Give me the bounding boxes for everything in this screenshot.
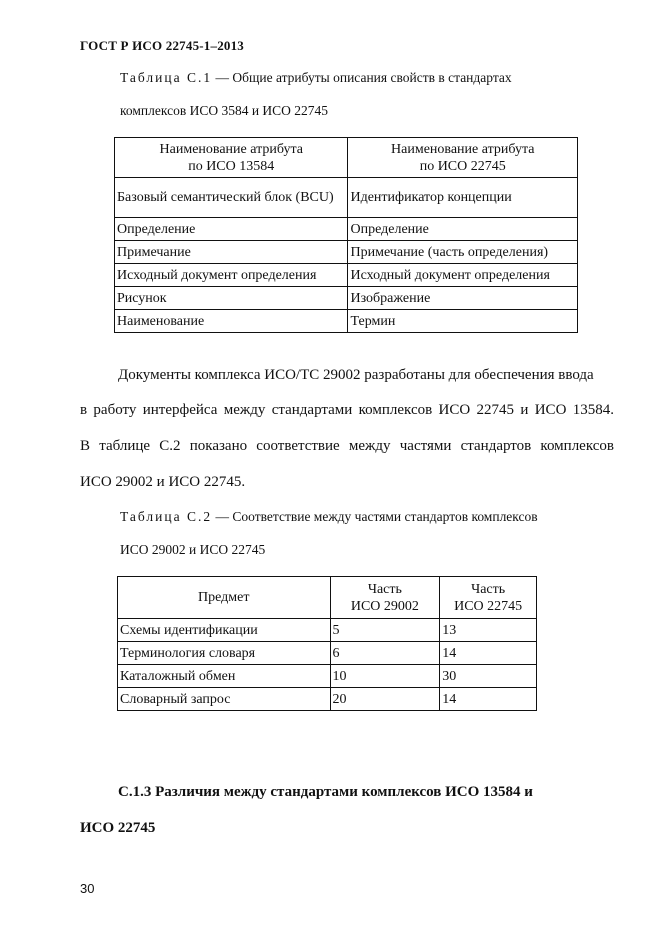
table-cell: 10 xyxy=(330,665,440,688)
table1-caption-line2: комплексов ИСО 3584 и ИСО 22745 xyxy=(120,103,329,118)
table-cell: 14 xyxy=(440,688,537,711)
table-cell: Наименование xyxy=(115,310,348,333)
paragraph-line: Документы комплекса ИСО/ТС 29002 разработаны для обеспечения ввода xyxy=(118,367,594,383)
table-cell: Схемы идентификации xyxy=(118,619,331,642)
document-header: ГОСТ Р ИСО 22745-1–2013 xyxy=(80,38,245,53)
header-line: по ИСО 13584 xyxy=(188,158,275,174)
table-cell: Рисунок xyxy=(115,287,348,310)
table-cell: Изображение xyxy=(348,287,578,310)
parts-table xyxy=(117,576,537,711)
table-row xyxy=(118,665,537,688)
table-cell: Термин xyxy=(348,310,578,333)
table-cell: 13 xyxy=(440,619,537,642)
table-cell: 14 xyxy=(440,642,537,665)
table2-caption-text: — Соответствие между частями стандартов комплексов xyxy=(212,509,538,524)
table-row xyxy=(115,310,578,333)
table-header-cell xyxy=(440,577,537,619)
table-cell: Идентификатор концепции xyxy=(348,178,578,218)
paragraph-line: в работу интерфейса между стандартами комплексов ИСО 22745 и ИСО 13584. xyxy=(80,402,614,418)
header-line: Наименование атрибута xyxy=(391,141,535,157)
table-header-cell xyxy=(115,138,348,178)
table-header-row xyxy=(115,138,578,178)
table-row xyxy=(118,688,537,711)
table1-caption-label: Таблица С.1 xyxy=(120,70,213,85)
table2-caption-label: Таблица С.2 xyxy=(120,509,213,524)
table-row xyxy=(115,178,578,218)
table-header-cell xyxy=(330,577,440,619)
table1-caption xyxy=(120,70,512,86)
table-header-row xyxy=(118,577,537,619)
table-cell: Исходный документ определения xyxy=(115,264,348,287)
header-line: ИСО 29002 xyxy=(350,598,419,614)
header-line: ИСО 22745 xyxy=(454,598,523,614)
table-cell: 20 xyxy=(330,688,440,711)
table-cell: 30 xyxy=(440,665,537,688)
section-heading: С.1.3 Различия между стандартами комплексов ИСО 13584 и xyxy=(118,784,533,800)
table-cell: Примечание (часть определения) xyxy=(348,241,578,264)
table-row xyxy=(115,264,578,287)
header-line: Часть xyxy=(471,581,506,597)
table-row xyxy=(115,241,578,264)
attributes-table xyxy=(114,137,578,333)
table-header-cell: Предмет xyxy=(118,577,331,619)
table1-caption-text: — Общие атрибуты описания свойств в стандартах xyxy=(212,70,512,85)
table-cell: Определение xyxy=(115,218,348,241)
header-line: Часть xyxy=(367,581,402,597)
table-cell: Терминология словаря xyxy=(118,642,331,665)
page-number: 30 xyxy=(80,881,95,896)
table-header-cell xyxy=(348,138,578,178)
table-cell: Словарный запрос xyxy=(118,688,331,711)
table-row xyxy=(115,287,578,310)
table-row xyxy=(118,619,537,642)
table-cell: Каталожный обмен xyxy=(118,665,331,688)
paragraph-line: ИСО 29002 и ИСО 22745. xyxy=(80,474,246,490)
header-line: Наименование атрибута xyxy=(159,141,303,157)
table-cell: Исходный документ определения xyxy=(348,264,578,287)
header-line: по ИСО 22745 xyxy=(419,158,506,174)
table-cell: Примечание xyxy=(115,241,348,264)
table-row xyxy=(115,218,578,241)
paragraph-line: В таблице С.2 показано соответствие между частями стандартов комплексов xyxy=(80,438,614,454)
table2-caption-line2: ИСО 29002 и ИСО 22745 xyxy=(120,542,266,557)
table-cell: 5 xyxy=(330,619,440,642)
table-cell: Определение xyxy=(348,218,578,241)
table-cell: Базовый семантический блок (BCU) xyxy=(115,178,348,218)
table2-caption xyxy=(120,509,538,525)
section-heading-continued: ИСО 22745 xyxy=(80,820,156,836)
table-cell: 6 xyxy=(330,642,440,665)
table-row xyxy=(118,642,537,665)
